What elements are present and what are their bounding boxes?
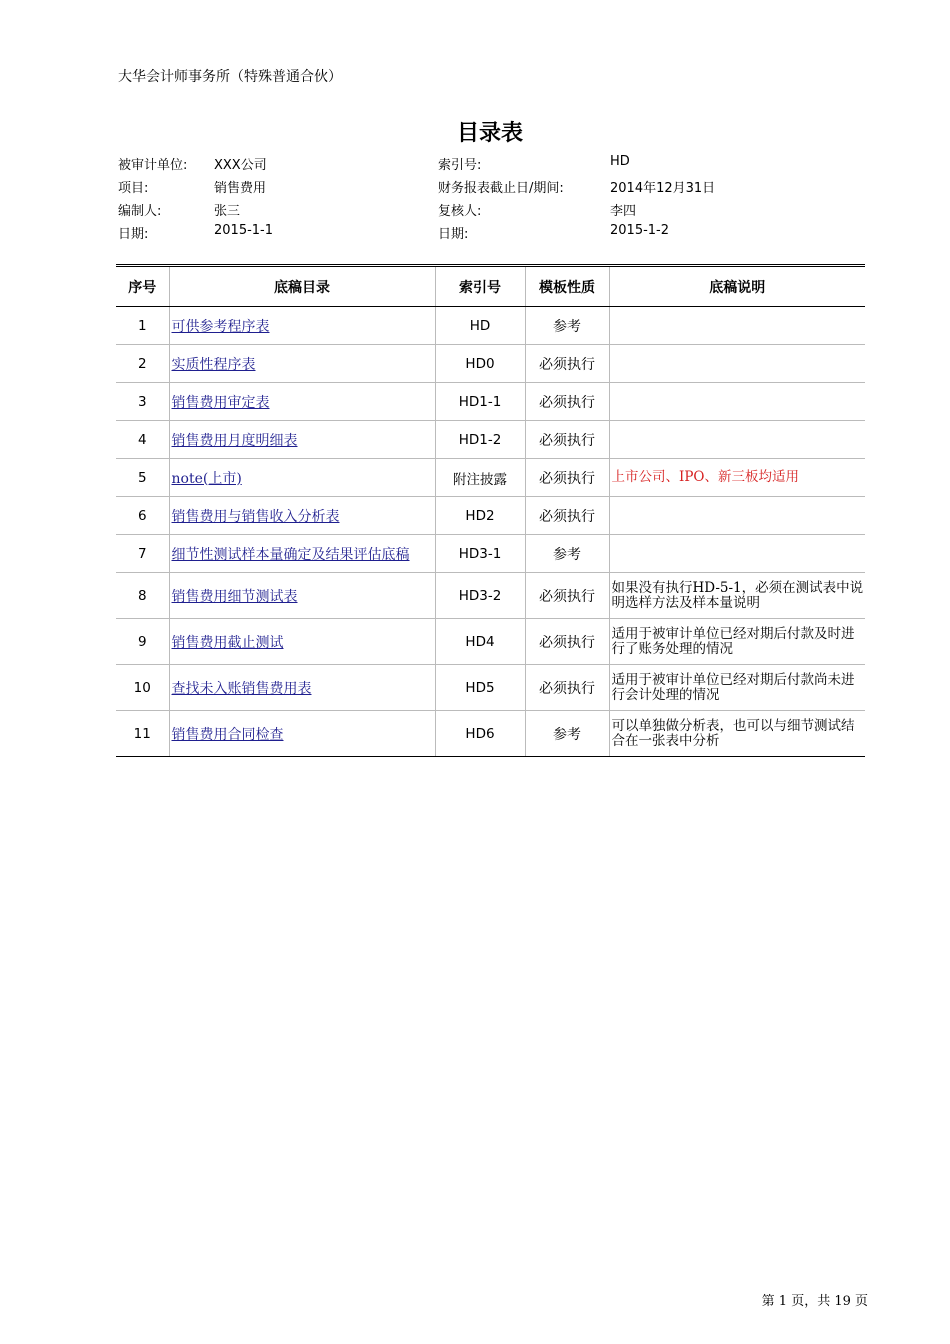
table-row: [116, 421, 865, 459]
prep-date-value: 2015-1-1: [214, 223, 274, 238]
row-desc: 上市公司、IPO、新三板均适用: [609, 459, 865, 497]
row-nature: 必须执行: [525, 497, 609, 535]
table-row: [116, 711, 865, 757]
row-no: 3: [116, 383, 169, 421]
row-name-link[interactable]: 销售费用细节测试表: [171, 588, 298, 605]
row-name-link[interactable]: 实质性程序表: [171, 356, 256, 373]
row-nature: 必须执行: [525, 383, 609, 421]
row-no: 11: [116, 711, 169, 757]
row-nature: 参考: [525, 711, 609, 757]
row-index: HD3-1: [435, 535, 525, 573]
row-nature: 必须执行: [525, 459, 609, 497]
row-index: HD1-2: [435, 421, 525, 459]
row-nature: 必须执行: [525, 619, 609, 665]
header-desc: 底稿说明: [609, 266, 865, 307]
row-desc: 适用于被审计单位已经对期后付款尚未进行会计处理的情况: [609, 665, 865, 711]
row-desc: [609, 421, 865, 459]
row-no: 6: [116, 497, 169, 535]
preparer-label: 编制人:: [118, 204, 162, 219]
row-index: HD6: [435, 711, 525, 757]
row-nature: 必须执行: [525, 573, 609, 619]
row-desc: 如果没有执行HD-5-1，必须在测试表中说明选样方法及样本量说明: [609, 573, 865, 619]
row-no: 7: [116, 535, 169, 573]
row-index: HD3-2: [435, 573, 525, 619]
row-index: HD1-1: [435, 383, 525, 421]
row-no: 4: [116, 421, 169, 459]
row-name-link[interactable]: 销售费用月度明细表: [171, 432, 298, 449]
row-name-cell: [169, 307, 435, 345]
index-label: 索引号:: [438, 158, 482, 173]
row-name-cell: [169, 619, 435, 665]
row-nature: 参考: [525, 535, 609, 573]
row-name-cell: [169, 345, 435, 383]
row-no: 8: [116, 573, 169, 619]
row-no: 10: [116, 665, 169, 711]
row-name-cell: [169, 459, 435, 497]
row-nature: 参考: [525, 307, 609, 345]
row-name-cell: [169, 711, 435, 757]
period-label: 财务报表截止日/期间:: [438, 181, 564, 196]
row-name-link[interactable]: 销售费用合同检查: [171, 726, 284, 743]
header-index: 索引号: [435, 266, 525, 307]
row-desc: [609, 307, 865, 345]
row-no: 9: [116, 619, 169, 665]
header-nature: 模板性质: [525, 266, 609, 307]
review-date-value: 2015-1-2: [610, 223, 670, 238]
row-desc: 适用于被审计单位已经对期后付款及时进行了账务处理的情况: [609, 619, 865, 665]
row-desc: [609, 535, 865, 573]
row-name-link[interactable]: 查找未入账销售费用表: [171, 680, 312, 697]
table-row: [116, 573, 865, 619]
firm-name: 大华会计师事务所（特殊普通合伙）: [118, 69, 342, 85]
row-name-link[interactable]: 销售费用截止测试: [171, 634, 284, 651]
header-no: 序号: [116, 266, 169, 307]
page-title: 目录表: [456, 121, 523, 146]
row-desc: [609, 345, 865, 383]
index-value: HD: [610, 154, 630, 169]
table-row: [116, 383, 865, 421]
row-desc: [609, 497, 865, 535]
preparer-value: 张三: [214, 204, 241, 219]
row-desc: 可以单独做分析表，也可以与细节测试结合在一张表中分析: [609, 711, 865, 757]
row-name-link[interactable]: 销售费用与销售收入分析表: [171, 508, 340, 525]
row-index: HD2: [435, 497, 525, 535]
row-no: 5: [116, 459, 169, 497]
reviewer-label: 复核人:: [438, 204, 482, 219]
row-nature: 必须执行: [525, 421, 609, 459]
reviewer-value: 李四: [610, 204, 637, 219]
row-index: 附注披露: [435, 459, 525, 497]
row-nature: 必须执行: [525, 665, 609, 711]
row-name-cell: [169, 535, 435, 573]
period-value: 2014年12月31日: [610, 181, 716, 196]
table-row: [116, 459, 865, 497]
auditee-label: 被审计单位:: [118, 158, 188, 173]
row-index: HD5: [435, 665, 525, 711]
row-no: 2: [116, 345, 169, 383]
row-desc: [609, 383, 865, 421]
row-name-cell: [169, 573, 435, 619]
row-index: HD4: [435, 619, 525, 665]
row-name-cell: [169, 383, 435, 421]
row-name-link[interactable]: 细节性测试样本量确定及结果评估底稿: [171, 546, 410, 563]
table-row: [116, 619, 865, 665]
row-name-link[interactable]: note(上市): [171, 470, 242, 487]
row-name-cell: [169, 665, 435, 711]
review-date-label: 日期:: [438, 227, 469, 242]
auditee-value: XXX公司: [214, 158, 267, 173]
project-value: 销售费用: [214, 181, 267, 196]
table-row: [116, 345, 865, 383]
table-row: [116, 535, 865, 573]
row-name-cell: [169, 421, 435, 459]
page-footer: 第 1 页，共 19 页: [761, 1294, 868, 1309]
table-row: [116, 665, 865, 711]
row-index: HD0: [435, 345, 525, 383]
row-name-link[interactable]: 可供参考程序表: [171, 318, 270, 335]
table-row: [116, 497, 865, 535]
row-no: 1: [116, 307, 169, 345]
table-header-row: [116, 266, 865, 307]
catalog-table: [116, 264, 865, 757]
row-index: HD: [435, 307, 525, 345]
row-name-link[interactable]: 销售费用审定表: [171, 394, 270, 411]
prep-date-label: 日期:: [118, 227, 149, 242]
row-name-cell: [169, 497, 435, 535]
row-nature: 必须执行: [525, 345, 609, 383]
header-name: 底稿目录: [169, 266, 435, 307]
project-label: 项目:: [118, 181, 149, 196]
table-row: [116, 307, 865, 345]
